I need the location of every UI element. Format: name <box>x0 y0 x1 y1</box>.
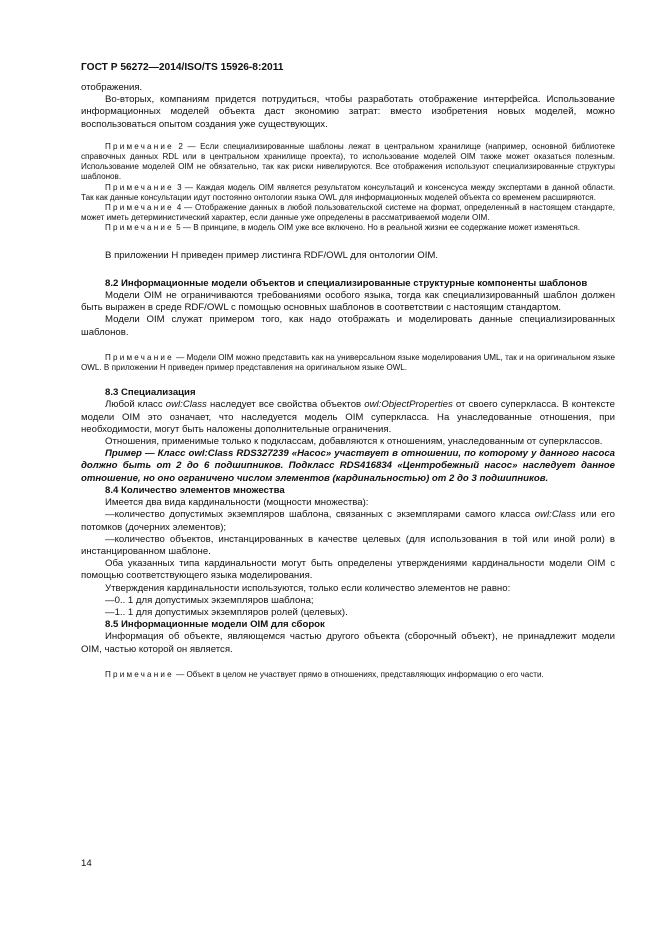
paragraph: Утверждения кардинальности используются, только если количество элементов не равно: <box>105 582 511 594</box>
note-label: Примечание <box>105 223 174 233</box>
paragraph: Имеется два вида кардинальности (мощности множества): <box>105 497 369 509</box>
section-title-8-3: 8.3 Специализация <box>105 387 196 399</box>
list-item: —количество объектов, инстанцированных в качестве целевых (для использования в той или иной роли) в инстанцированном шаблоне. <box>81 533 615 557</box>
paragraph: отображения. <box>81 82 143 93</box>
paragraph: Модели OIM служат примером того, как надо отображать и моделировать данные специализированных шаблонов. <box>81 314 615 338</box>
note-2: Примечание 2 — Если специализированные шаблоны лежат в центральном хранилище (например, основной библиотеке справочных данных RDL или в центральном хранилище проекта), то использование моделей OIM также может оказаться полезным. Использование моделей OIM не обязательно, так как риски нивелируются. Все отображения используют специализированные структуры шаблонов. <box>81 141 615 182</box>
section-title-8-5: 8.5 Информационные модели OIM для сборок <box>105 619 325 631</box>
paragraph: Отношения, применимые только к подклассам, добавляются к отношениям, унаследованным от суперклассов. <box>105 436 603 448</box>
list-item: —1.. 1 для допустимых экземпляров ролей (целевых). <box>105 606 348 618</box>
note-3: Примечание 3 — Каждая модель OIM является результатом консультаций и консенсуса между экспертами в данной области. Так как данные консультации идут постоянно онтологии языка OWL для информационных моделей объекта со временем расширяются. <box>81 182 615 202</box>
note-4: Примечание 4 — Отображение данных в любой пользовательской системе на формат, определенный в настоящем стандарте, может иметь детерминистический характер, если данные уже определены в рассматриваемой модели OIM. <box>81 203 615 223</box>
paragraph: Модели OIM не ограничиваются требованиями особого языка, тогда как специализированный шаблон должен быть выражен в среде RDF/OWL с помощью основных шаблонов в соответствии с настоящим стандартом. <box>81 290 615 314</box>
document-header: ГОСТ Р 56272—2014/ISO/TS 15926-8:2011 <box>81 62 284 73</box>
note-label: Примечание <box>105 203 174 213</box>
note-6: Примечание — Модели OIM можно представить как на универсальном языке моделирования UML, так и на оригинальном языке OWL. В приложении H приведен пример представления на оригинальном языке OWL. <box>81 352 615 373</box>
note-label: Примечание <box>105 352 174 362</box>
paragraph: Любой класс owl:Class наследует все свойства объектов owl:ObjectProperties от своего суперкласса. В контексте модели OIM это означает, что наследуется модель OIM суперкласса. На унаследованные отношения, при необходимости, могут быть наложены дополнительные ограничения. <box>81 399 615 435</box>
note-label: Примечание <box>105 141 174 151</box>
paragraph: В приложении H приведен пример листинга RDF/OWL для онтологии OIM. <box>105 249 439 261</box>
paragraph: Оба указанных типа кардинальности могут быть определены утверждениями кардинальности модели OIM с помощью соответствующего языка моделирования. <box>81 558 615 582</box>
section-title-8-4: 8.4 Количество элементов множества <box>105 484 285 496</box>
paragraph: Информация об объекте, являющемся частью другого объекта (сборочный объект), не принадлежит модели OIM, частью которой он является. <box>81 631 615 655</box>
list-item: —количество допустимых экземпляров шаблона, связанных с экземплярами самого класса owl:Class или его потомков (дочерних элементов); <box>81 509 615 533</box>
example-paragraph: Пример — Класс owl:Class RDS327239 «Насос» участвует в отношении, по которому у данного насоса должно быть от 2 до 6 подшипников. Подкласс RDS416834 «Центробежный насос» наследует данное отношение, но оно ограничено числом элементов (кардинальностью) от 2 до 3 подшипников. <box>81 448 615 484</box>
note-7: Примечание — Объект в целом не участвует прямо в отношениях, представляющих информацию о его части. <box>105 669 544 679</box>
page-number: 14 <box>81 858 92 869</box>
page-content <box>81 62 615 680</box>
note-label: Примечание <box>105 669 174 679</box>
note-label: Примечание <box>105 182 174 192</box>
list-item: —0.. 1 для допустимых экземпляров шаблона; <box>105 594 314 606</box>
paragraph: Во-вторых, компаниям придется потрудиться, чтобы разработать отображение интерфейса. Использование информационных моделей объекта даст экономию затрат: вместо изобретения новых моделей, можно воспользоваться опытом создания уже существующих. <box>81 94 615 130</box>
note-5: Примечание 5 — В принципе, в модель OIM уже все включено. Но в реальной жизни ее содержание может изменяться. <box>105 223 581 233</box>
section-title-8-2: 8.2 Информационные модели объектов и специализированные структурные компоненты шаблонов <box>105 277 588 289</box>
